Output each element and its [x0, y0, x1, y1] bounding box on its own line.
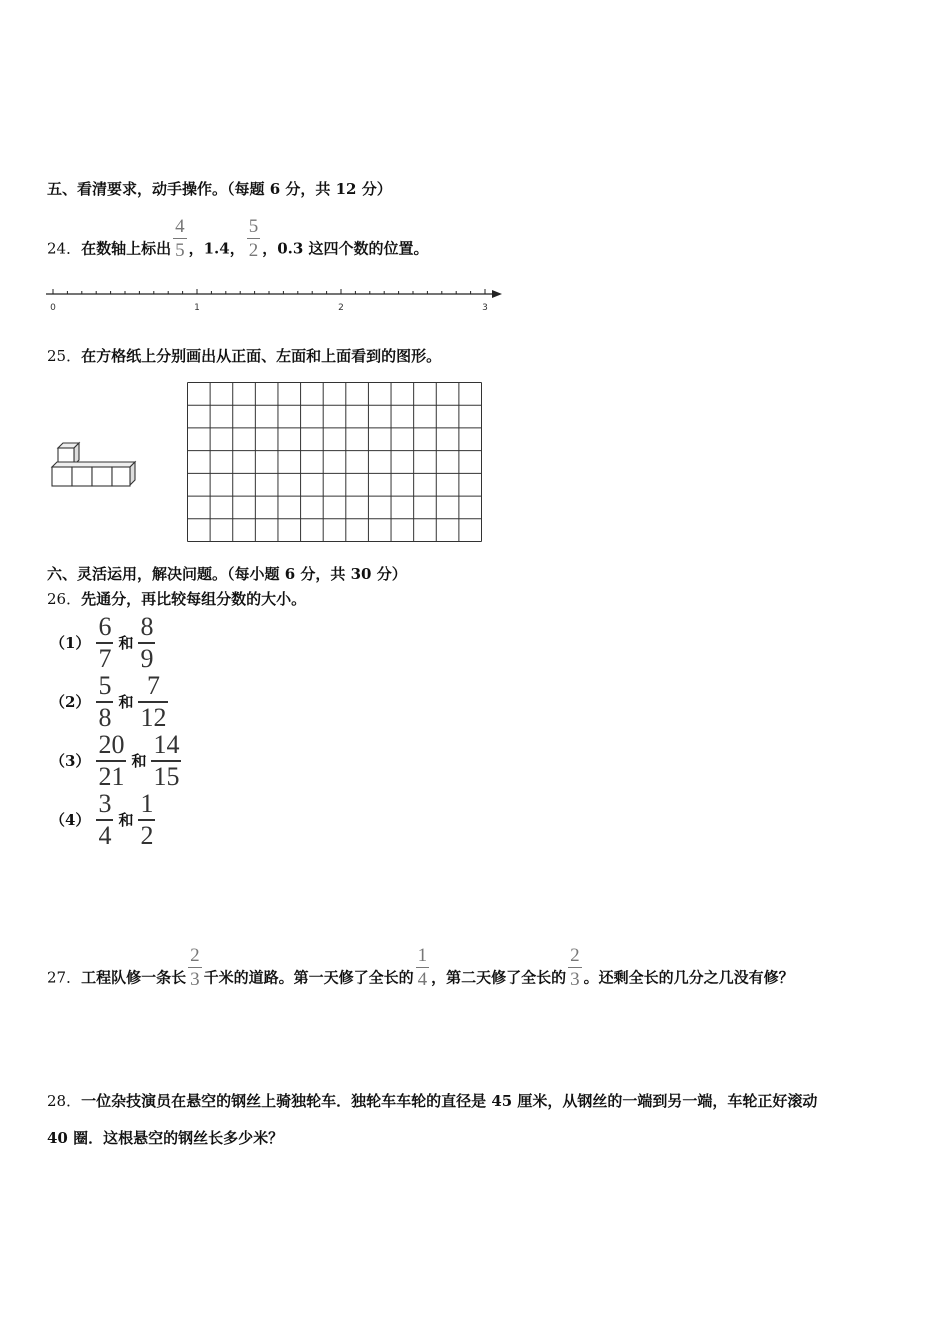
fraction-5-8: $\frac{5}{8}$ [98, 671, 112, 732]
q26-item-2 [50, 673, 170, 731]
section-5-heading: 五、看清要求，动手操作。（每题 6 分，共 12 分） [47, 180, 392, 198]
fraction-2-3: $\frac{2}{3}$ [190, 945, 200, 990]
tick-label: 1 [194, 303, 200, 313]
question-24 [47, 216, 429, 271]
item-label: （1） [50, 634, 91, 653]
and-word: 和 [118, 634, 134, 653]
and-word: 和 [118, 693, 134, 712]
question-text: 在方格纸上分别画出从正面、左面和上面看到的图形。 [81, 347, 442, 365]
question-text: 千米的道路。第一天修了全长的 [203, 968, 414, 987]
fraction-8-9: $\frac{8}{9}$ [140, 612, 154, 673]
and-word: 和 [118, 811, 134, 830]
fraction-3-4: $\frac{3}{4}$ [98, 789, 112, 850]
question-text: ，1.4， [188, 239, 245, 258]
question-28-line-2: 40 圈．这根悬空的钢丝长多少米？ [47, 1129, 284, 1147]
question-number: 26． [47, 590, 82, 608]
arrow-head-icon [492, 290, 502, 298]
item-label: （2） [50, 693, 91, 712]
fraction-20-21: $\frac{20}{21}$ [98, 730, 125, 791]
fraction-2-3: $\frac{2}{3}$ [570, 945, 580, 990]
q26-item-1 [50, 614, 157, 672]
fraction-1-2: $\frac{1}{2}$ [140, 789, 154, 850]
question-28 [47, 1090, 817, 1111]
question-text: 在数轴上标出 [81, 239, 172, 258]
section-6-heading: 六、灵活运用，解决问题。（每小题 6 分，共 30 分） [47, 565, 407, 583]
cube-stack-figure [48, 440, 140, 492]
and-word: 和 [131, 752, 147, 771]
fraction-6-7: $\frac{6}{7}$ [98, 612, 112, 673]
question-text: 工程队修一条长 [81, 968, 187, 987]
grid-paper [186, 381, 483, 543]
question-number: 24． [47, 239, 82, 258]
question-number: 27． [47, 968, 82, 987]
fraction-5-2: $\frac{5}{2}$ [248, 216, 259, 261]
question-text: ，第二天修了全长的 [431, 968, 567, 987]
question-text: 一位杂技演员在悬空的钢丝上骑独轮车．独轮车车轮的直径是 45 厘米，从钢丝的一端到另一端，车轮正好滚动 [81, 1092, 818, 1110]
item-label: （3） [50, 752, 91, 771]
fraction-7-12: $\frac{7}{12}$ [140, 671, 167, 732]
question-number: 25． [47, 347, 82, 365]
q26-item-4 [50, 791, 157, 849]
tick-label: 3 [482, 303, 488, 313]
number-line [40, 283, 510, 319]
question-text: ，0.3 这四个数的位置。 [262, 239, 429, 258]
question-text: 。还剩全长的几分之几没有修？ [583, 968, 794, 987]
fraction-14-15: $\frac{14}{15}$ [153, 730, 180, 791]
question-26 [47, 588, 306, 609]
question-text: 先通分，再比较每组分数的大小。 [81, 590, 307, 608]
fraction-4-5: $\frac{4}{5}$ [175, 216, 185, 261]
tick-label: 0 [50, 303, 56, 313]
tick-label: 2 [338, 303, 344, 313]
q26-item-3 [50, 732, 183, 790]
question-27 [47, 945, 794, 1000]
question-number: 28． [47, 1092, 82, 1110]
item-label: （4） [50, 811, 91, 830]
fraction-1-4: $\frac{1}{4}$ [417, 945, 428, 990]
question-25 [47, 345, 441, 366]
